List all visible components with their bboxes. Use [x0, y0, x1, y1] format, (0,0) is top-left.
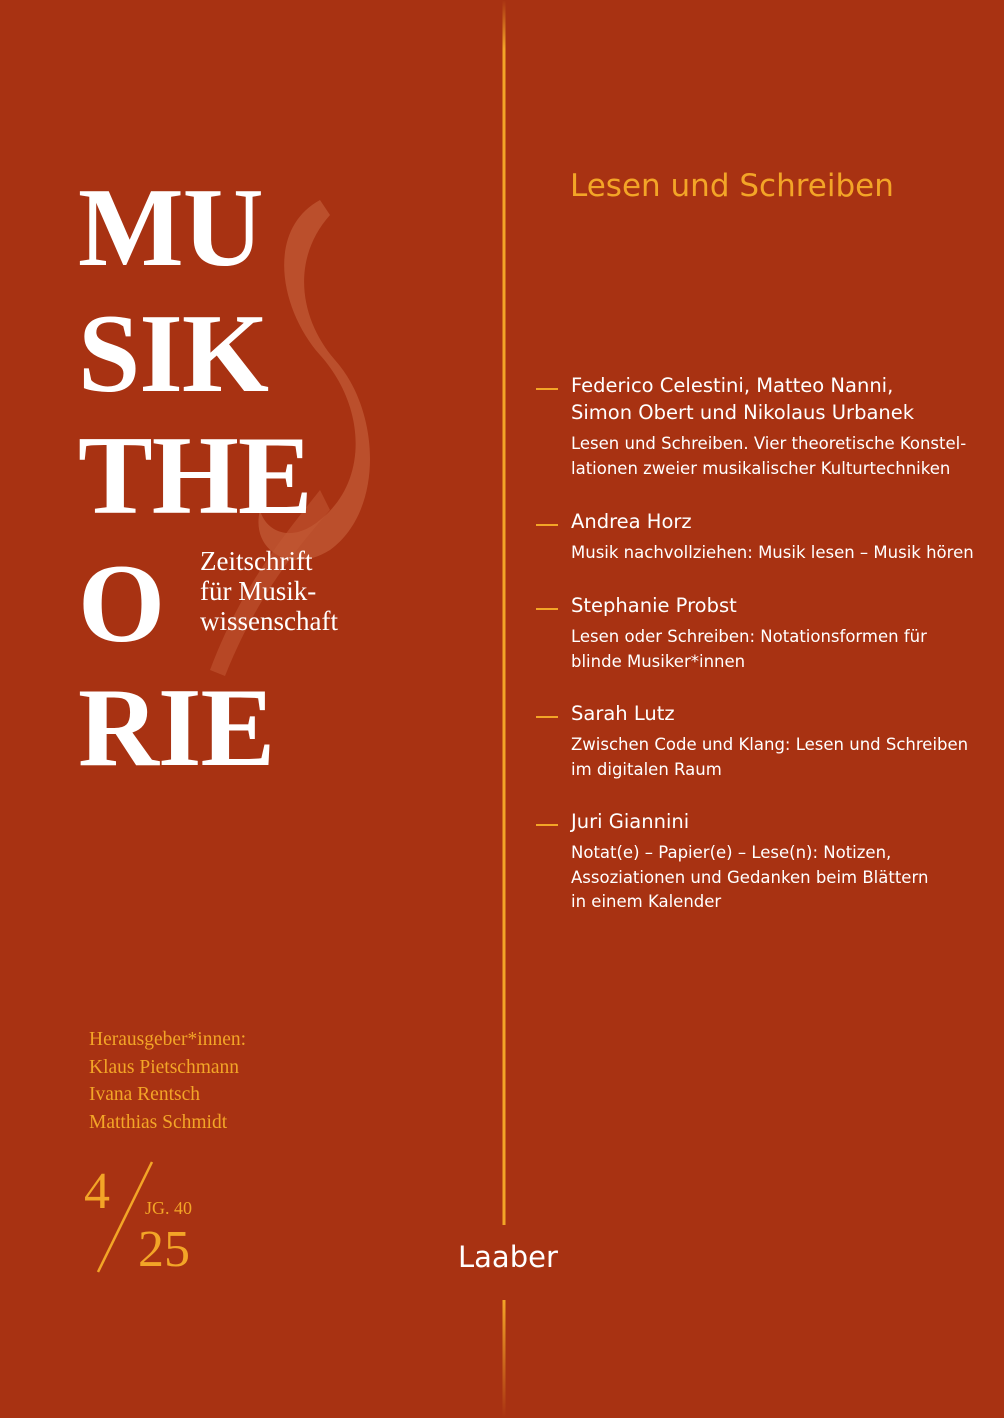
dash-marker [536, 388, 558, 390]
editors-label: Herausgeber*innen: [89, 1029, 247, 1050]
toc-article-title: Musik nachvollziehen: Musik lesen – Musik hören [571, 543, 974, 562]
issue-year: 25 [138, 1221, 190, 1278]
journal-title-line-5: RIE [78, 666, 275, 790]
publisher-name: Laaber [458, 1240, 558, 1274]
toc-article-title: Lesen oder Schreiben: Notationsformen für blinde Musiker*innen [571, 627, 927, 671]
dash-marker [536, 716, 558, 718]
subtitle-line-1: Zeitschrift [200, 546, 313, 576]
toc-entry [536, 592, 927, 674]
journal-subtitle [200, 546, 400, 636]
toc-entry [536, 700, 968, 782]
toc-entry [536, 508, 974, 566]
editors-block [89, 1026, 246, 1136]
toc-article-title: Notat(e) – Papier(e) – Lese(n): Notizen, Assoziationen und Gedanken beim Blättern in einem Kalender [571, 843, 929, 911]
journal-title-line-2: SIK [78, 292, 268, 416]
issue-theme-heading: Lesen und Schreiben [570, 168, 894, 204]
toc-authors: Stephanie Probst [571, 594, 737, 617]
vertical-divider [502, 0, 506, 1418]
dash-marker [536, 524, 558, 526]
subtitle-line-3: wissenschaft [200, 606, 338, 636]
journal-title-line-3: THE [78, 414, 312, 538]
issue-volume: JG. 40 [145, 1198, 193, 1218]
toc-article-title: Zwischen Code und Klang: Lesen und Schreiben im digitalen Raum [571, 735, 969, 779]
toc-authors: Andrea Horz [571, 510, 692, 533]
subtitle-line-2: für Musik- [200, 576, 317, 606]
toc-article-title: Lesen und Schreiben. Vier theoretische Konstel- lationen zweier musikalischer Kulturtechniken [571, 434, 967, 478]
dash-marker [536, 608, 558, 610]
editor-name: Klaus Pietschmann [89, 1056, 240, 1078]
journal-title-line-4: O [78, 542, 165, 666]
issue-number: 4 [84, 1163, 110, 1220]
editor-name: Matthias Schmidt [89, 1111, 228, 1133]
toc-authors: Sarah Lutz [571, 702, 675, 725]
dash-marker [536, 824, 558, 826]
journal-title-line-1: MU [78, 166, 263, 290]
toc-entry [536, 372, 966, 481]
toc-authors: Federico Celestini, Matteo Nanni, Simon Obert und Nikolaus Urbanek [571, 374, 915, 424]
editor-name: Ivana Rentsch [89, 1084, 201, 1105]
toc-entry [536, 808, 928, 915]
toc-authors: Juri Giannini [571, 810, 690, 833]
